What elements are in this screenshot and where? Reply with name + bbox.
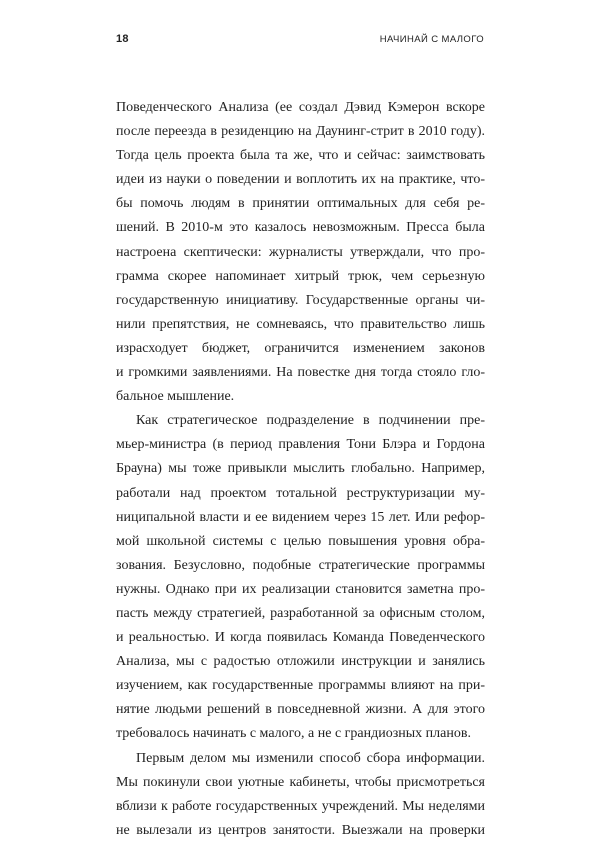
text-line: идеи из науки о поведении и воплотить их на практике, что-	[116, 172, 485, 188]
text-line: настроена скептически: журналисты утверждали, что про-	[116, 244, 485, 260]
page-number: 18	[116, 33, 129, 45]
text-line: шений. В 2010-м это казалось невозможным. Пресса была	[116, 220, 485, 236]
text-line: изучением, как государственные программы влияют на при-	[116, 678, 485, 694]
paragraph	[116, 409, 485, 746]
text-line: мой школьной системы с целью повышения уровня обра-	[116, 533, 485, 549]
text-line: вблизи к работе государственных учреждений. Мы неделями	[116, 798, 485, 814]
text-line: Анализа, мы с радостью отложили инструкции и занялись	[116, 654, 485, 670]
text-line: Поведенческого Анализа (ее создал Дэвид Кэмерон вскоре	[116, 100, 485, 115]
text-line: бы помочь людям в принятии оптимальных для себя ре-	[116, 196, 485, 212]
text-line: требовалось начинать с малого, а не с грандиозных планов.	[116, 726, 471, 742]
paragraph	[116, 96, 485, 409]
text-line: после переезда в резиденцию на Даунинг-стрит в 2010 году).	[116, 124, 485, 140]
text-line: пасть между стратегией, разработанной за офисным столом,	[116, 605, 485, 621]
text-line: израсходует бюджет, ограничится изменением законов	[116, 340, 485, 356]
paragraph	[116, 747, 485, 843]
text-line: Первым делом мы изменили способ сбора информации.	[136, 750, 485, 766]
text-line: Мы покинули свои уютные кабинеты, чтобы присмотреться	[116, 774, 485, 790]
text-line: нятие людьми решений в повседневной жизни. А для этого	[116, 702, 485, 718]
text-line: мьер-министра (в период правления Тони Блэра и Гордона	[116, 437, 485, 453]
running-header	[116, 33, 484, 49]
text-line: и громкими заявлениями. На повестке дня тогда стояло гло-	[116, 365, 485, 381]
body-text	[116, 96, 485, 843]
text-line: и реальностью. И когда появилась Команда Поведенческого	[116, 630, 485, 646]
text-line: зования. Безусловно, подобные стратегические программы	[116, 557, 485, 573]
text-line: не вылезали из центров занятости. Выезжали на проверки	[116, 822, 485, 838]
text-line: Брауна) мы тоже привыкли мыслить глобально. Например,	[116, 461, 485, 477]
running-title: НАЧИНАЙ С МАЛОГО	[379, 34, 484, 45]
text-line: бальное мышление.	[116, 389, 235, 405]
text-line: Тогда цель проекта была та же, что и сейчас: заимствовать	[116, 148, 485, 164]
text-line: нужны. Однако при их реализации становится заметна про-	[116, 581, 485, 597]
text-line: грамма скорее напоминает хитрый трюк, чем серьезную	[116, 268, 485, 284]
text-line: ниципальной власти и ее видением через 15 лет. Или рефор-	[116, 509, 485, 525]
text-line: Как стратегическое подразделение в подчинении пре-	[136, 413, 485, 429]
text-line: работали над проектом тотальной реструктуризации му-	[116, 485, 485, 501]
text-line: нили препятствия, не сомневаясь, что правительство лишь	[116, 316, 485, 332]
text-line: государственную инициативу. Государственные органы чи-	[116, 292, 485, 308]
